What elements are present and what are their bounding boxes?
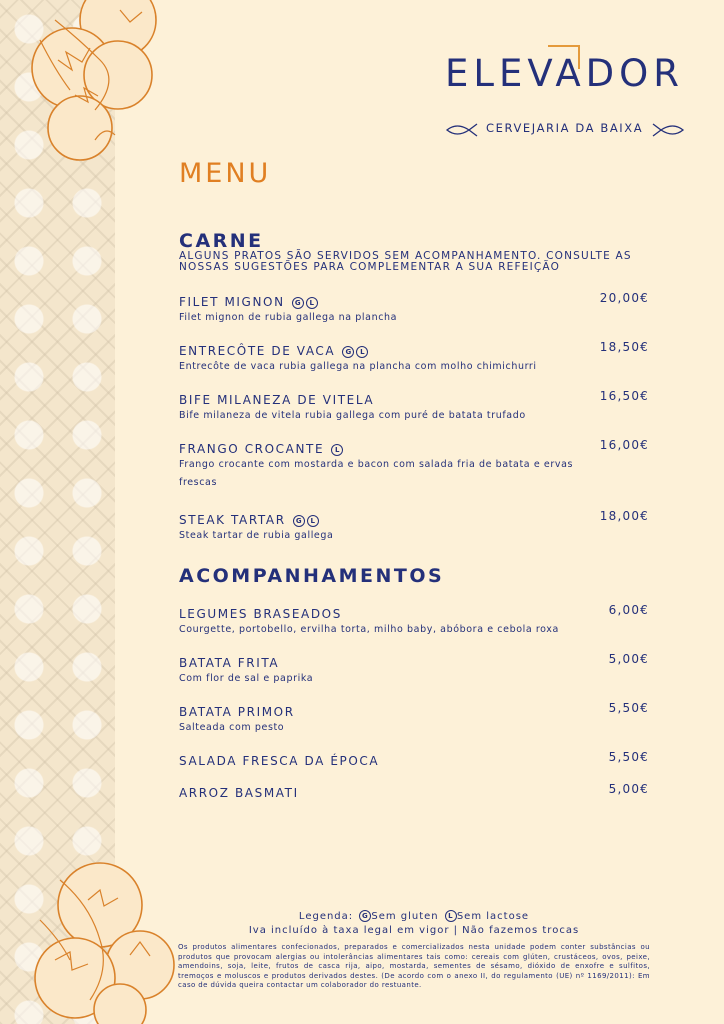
menu-item <box>179 340 649 376</box>
section-carne <box>179 231 649 273</box>
footer <box>178 910 650 991</box>
allergen-legend <box>178 910 650 924</box>
legend-label: Legenda: <box>298 911 354 922</box>
legend-gluten: Sem gluten <box>371 911 439 922</box>
fish-icon-left <box>445 122 479 138</box>
item-description: Courgette, portobello, ervilha torta, milho baby, abóbora e cebola roxa <box>179 624 559 635</box>
item-name: LEGUMES BRASEADOS <box>179 607 342 621</box>
section-title: ACOMPANHAMENTOS <box>179 565 445 587</box>
menu-title: MENU <box>179 158 272 189</box>
brand-name: ELEVADOR <box>445 52 684 95</box>
lactose-free-icon: L <box>331 444 343 456</box>
menu-item <box>179 438 649 492</box>
item-price: 6,00€ <box>608 603 649 617</box>
lactose-free-icon: L <box>307 515 319 527</box>
item-price: 5,00€ <box>608 652 649 666</box>
menu-item <box>179 291 649 327</box>
item-name: FRANGO CROCANTE <box>179 442 325 456</box>
gluten-free-icon: G <box>293 515 305 527</box>
item-description: Salteada com pesto <box>179 722 285 733</box>
item-price: 5,50€ <box>608 750 649 764</box>
item-name: BIFE MILANEZA DE VITELA <box>179 393 375 407</box>
item-price: 5,50€ <box>608 701 649 715</box>
item-price: 16,00€ <box>599 438 649 452</box>
item-name: BATATA FRITA <box>179 656 280 670</box>
allergen-legal-notice: Os produtos alimentares confecionados, preparados e comercializados nesta unidade podem conter substâncias ou produtos que provocam alergias ou intolerâncias alimentares tais como: cereais com glúten, crustáceos, ovos, peixe, amendoins, soja, leite, frutos de casca rija, aipo, mostarda, sementes de sésamo, dióxido de enxofre e sulfitos, tremoços e moluscos e produtos derivados destes. (De acordo com o anexo II, do regulamento (UE) nº 1169/2011): Em caso de dúvida queira contactar um colaborador do restuante. <box>178 943 650 989</box>
lactose-free-icon: L <box>445 910 457 922</box>
item-price: 18,00€ <box>599 509 649 523</box>
menu-item <box>179 603 649 639</box>
gluten-free-icon: G <box>292 297 304 309</box>
gluten-free-icon: G <box>359 910 371 922</box>
item-description: Entrecôte de vaca rubia gallega na plancha com molho chimichurri <box>179 361 537 372</box>
legend-lactose: Sem lactose <box>456 911 530 922</box>
item-description: Frango crocante com mostarda e bacon com salada fria de batata e ervas frescas <box>179 459 574 488</box>
tomato-illustration-bottom <box>0 860 180 1024</box>
item-price: 20,00€ <box>599 291 649 305</box>
gluten-free-icon: G <box>342 346 354 358</box>
item-name: FILET MIGNON <box>179 295 285 309</box>
menu-item <box>179 652 649 688</box>
section-note: ALGUNS PRATOS SÃO SERVIDOS SEM ACOMPANHAMENTO. CONSULTE AS NOSSAS SUGESTÕES PARA COMPLEMENTAR A SUA REFEIÇÃO <box>179 250 632 273</box>
menu-item <box>179 389 649 425</box>
item-name: ENTRECÔTE DE VACA <box>179 344 336 358</box>
vat-notice: Iva incluído à taxa legal em vigor | Não fazemos trocas <box>248 925 580 936</box>
item-description: Com flor de sal e paprika <box>179 673 314 684</box>
item-name: BATATA PRIMOR <box>179 705 295 719</box>
item-price: 5,00€ <box>608 782 649 796</box>
item-name: ARROZ BASMATI <box>179 786 299 800</box>
item-price: 16,50€ <box>599 389 649 403</box>
menu-item <box>179 782 649 798</box>
menu-item <box>179 509 649 545</box>
section-acompanhamentos <box>179 566 649 586</box>
brand-subtitle: CERVEJARIA DA BAIXA <box>486 121 644 135</box>
lactose-free-icon: L <box>306 297 318 309</box>
menu-item <box>179 750 649 766</box>
fish-icon-right <box>651 122 685 138</box>
item-name: SALADA FRESCA DA ÉPOCA <box>179 754 380 768</box>
item-description: Bife milaneza de vitela rubia gallega com puré de batata trufado <box>179 410 526 421</box>
item-price: 18,50€ <box>599 340 649 354</box>
item-description: Steak tartar de rubia gallega <box>179 530 334 541</box>
item-description: Filet mignon de rubia gallega na plancha <box>179 312 398 323</box>
brand-logo <box>445 40 685 140</box>
menu-item <box>179 701 649 737</box>
section-title: CARNE <box>179 230 264 252</box>
lactose-free-icon: L <box>356 346 368 358</box>
tomato-illustration-top <box>0 0 175 165</box>
item-name: STEAK TARTAR <box>179 513 286 527</box>
brand-subtitle-row <box>445 120 685 138</box>
